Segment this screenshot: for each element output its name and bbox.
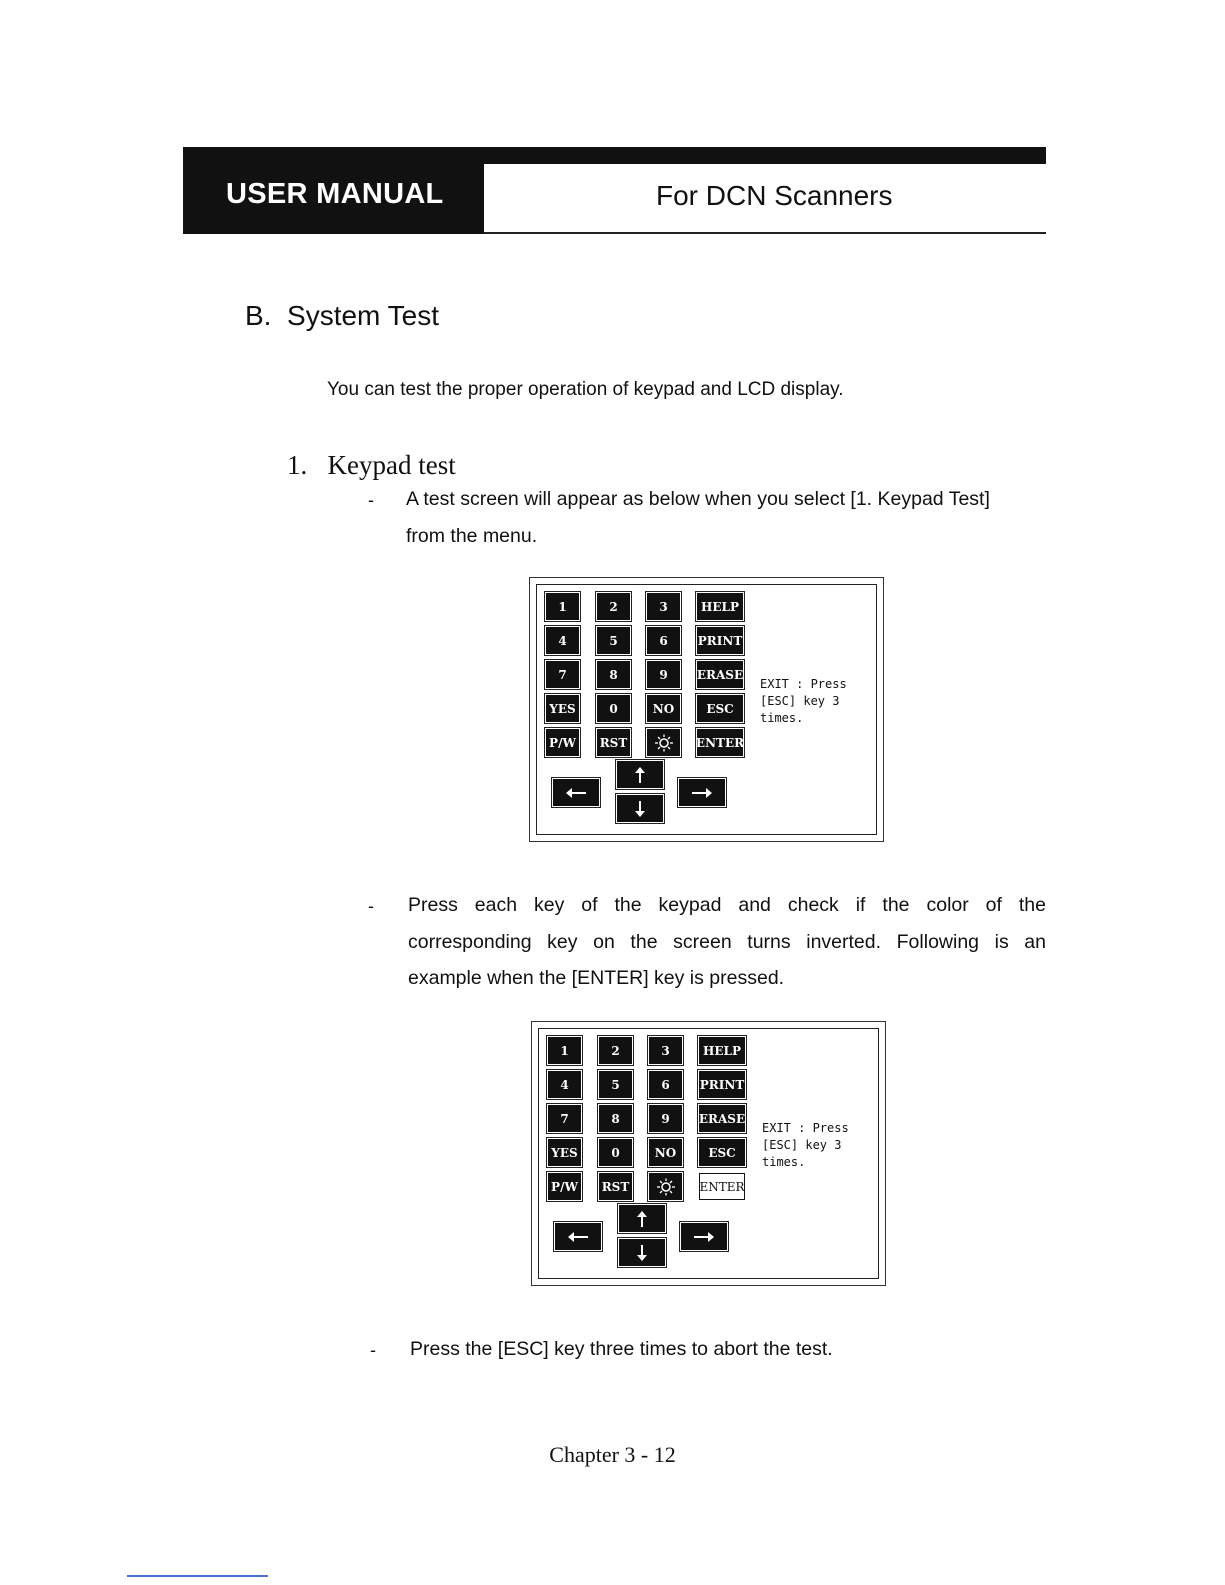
key-label: 8 [609, 667, 618, 682]
key-k8 [597, 661, 630, 688]
exit-instruction: EXIT : Press [ESC] key 3 times. [762, 1121, 849, 1169]
key-help [699, 1037, 745, 1064]
key-k2 [597, 593, 630, 620]
key-k2 [599, 1037, 632, 1064]
bullet-2-line-3: example when the [ENTER] key is pressed. [408, 967, 785, 989]
subsection-title: 1. Keypad test [287, 450, 456, 480]
key-label: 6 [659, 633, 668, 648]
key-label: HELP [701, 599, 739, 614]
key-k9 [647, 661, 680, 688]
arrow-left-icon [567, 1231, 589, 1243]
bullet-1-line-1: A test screen will appear as below when you select [1. Keypad Test] [406, 488, 990, 510]
arrow-right-icon [693, 1231, 715, 1243]
key-k0 [599, 1139, 632, 1166]
key-label: 9 [659, 667, 668, 682]
arrow-down-icon [635, 1244, 649, 1262]
bullet-2-line-1: Press each key of the keypad and check if the color of the [408, 894, 1046, 916]
header-top-bar [484, 147, 1046, 164]
key-label: 6 [661, 1077, 670, 1092]
arrow-up-icon [633, 766, 647, 784]
key-yes [546, 695, 579, 722]
key-pw [546, 729, 579, 756]
key-print [699, 1071, 745, 1098]
key-no [649, 1139, 682, 1166]
key-label: 8 [611, 1111, 620, 1126]
key-arrow-down-icon [619, 1239, 665, 1266]
manual-subtitle: For DCN Scanners [656, 180, 893, 211]
footer-link-underline [127, 1575, 268, 1577]
key-label: 1 [558, 599, 567, 614]
key-label: 2 [611, 1043, 620, 1058]
manual-title: USER MANUAL [226, 178, 444, 210]
key-label: ESC [706, 701, 734, 716]
key-rst [599, 1173, 632, 1200]
key-k9 [649, 1105, 682, 1132]
key-no [647, 695, 680, 722]
key-k5 [597, 627, 630, 654]
key-arrow-down-icon [617, 795, 663, 822]
key-label: ERASE [698, 1111, 746, 1126]
key-yes [548, 1139, 581, 1166]
bullet-dash: - [368, 490, 374, 510]
key-arrow-up-icon [617, 761, 663, 788]
key-label: RST [601, 1179, 630, 1194]
key-esc [697, 695, 743, 722]
key-enter [697, 729, 743, 756]
key-k7 [546, 661, 579, 688]
key-k3 [649, 1037, 682, 1064]
key-label: ERASE [696, 667, 744, 682]
key-k4 [546, 627, 579, 654]
keypad-test-screen-enter-pressed [531, 1021, 886, 1286]
key-label: 7 [558, 667, 567, 682]
bullet-1-text [406, 481, 1046, 554]
key-label: P/W [549, 735, 576, 750]
section-intro: You can test the proper operation of keypad and LCD display. [327, 379, 844, 400]
key-label: 9 [661, 1111, 670, 1126]
key-label: 1 [560, 1043, 569, 1058]
key-label: ENTER [699, 1179, 745, 1194]
arrow-left-icon [565, 787, 587, 799]
key-k4 [548, 1071, 581, 1098]
bullet-dash: - [370, 1340, 376, 1360]
header-rule [484, 232, 1046, 234]
key-erase [699, 1105, 745, 1132]
key-label: 0 [611, 1145, 620, 1160]
key-k1 [546, 593, 579, 620]
sun-icon [655, 1178, 677, 1196]
key-arrow-up-icon [619, 1205, 665, 1232]
keypad-test-screen [529, 577, 884, 842]
key-label: NO [654, 1145, 677, 1160]
key-arrow-left-icon [553, 779, 599, 806]
bullet-dash: - [368, 896, 374, 916]
key-sun-icon [647, 729, 680, 756]
key-label: 5 [611, 1077, 620, 1092]
key-arrow-right-icon [681, 1223, 727, 1250]
key-label: 3 [659, 599, 668, 614]
key-k1 [548, 1037, 581, 1064]
arrow-right-icon [691, 787, 713, 799]
key-label: 0 [609, 701, 618, 716]
section-title: B. System Test [245, 300, 439, 331]
key-label: NO [652, 701, 675, 716]
bullet-1-line-2: from the menu. [406, 524, 538, 547]
key-help [697, 593, 743, 620]
key-k8 [599, 1105, 632, 1132]
sun-icon [653, 734, 675, 752]
key-label: 3 [661, 1043, 670, 1058]
exit-instruction: EXIT : Press [ESC] key 3 times. [760, 677, 847, 725]
key-label: 5 [609, 633, 618, 648]
key-label: P/W [551, 1179, 578, 1194]
key-k0 [597, 695, 630, 722]
key-label: ESC [708, 1145, 736, 1160]
page-number: Chapter 3 - 12 [549, 1442, 676, 1467]
key-label: 4 [560, 1077, 569, 1092]
key-label: PRINT [699, 1077, 745, 1092]
key-label: 2 [609, 599, 618, 614]
key-label: YES [551, 1145, 578, 1160]
key-label: 4 [558, 633, 567, 648]
key-arrow-right-icon [679, 779, 725, 806]
key-rst [597, 729, 630, 756]
key-label: PRINT [697, 633, 743, 648]
key-esc [699, 1139, 745, 1166]
key-k7 [548, 1105, 581, 1132]
key-label: HELP [703, 1043, 741, 1058]
key-k5 [599, 1071, 632, 1098]
key-k6 [647, 627, 680, 654]
key-label: YES [549, 701, 576, 716]
key-enter [699, 1173, 745, 1200]
key-k3 [647, 593, 680, 620]
bullet-2-line-2: corresponding key on the screen turns inverted. Following is an [408, 930, 1046, 953]
bullet-2-text [408, 887, 1046, 997]
bullet-3-text: Press the [ESC] key three times to abort the test. [410, 1338, 833, 1360]
arrow-up-icon [635, 1210, 649, 1228]
key-label: 7 [560, 1111, 569, 1126]
key-arrow-left-icon [555, 1223, 601, 1250]
key-print [697, 627, 743, 654]
key-pw [548, 1173, 581, 1200]
key-sun-icon [649, 1173, 682, 1200]
arrow-down-icon [633, 800, 647, 818]
key-erase [697, 661, 743, 688]
key-label: RST [599, 735, 628, 750]
key-label: ENTER [695, 735, 745, 750]
key-k6 [649, 1071, 682, 1098]
